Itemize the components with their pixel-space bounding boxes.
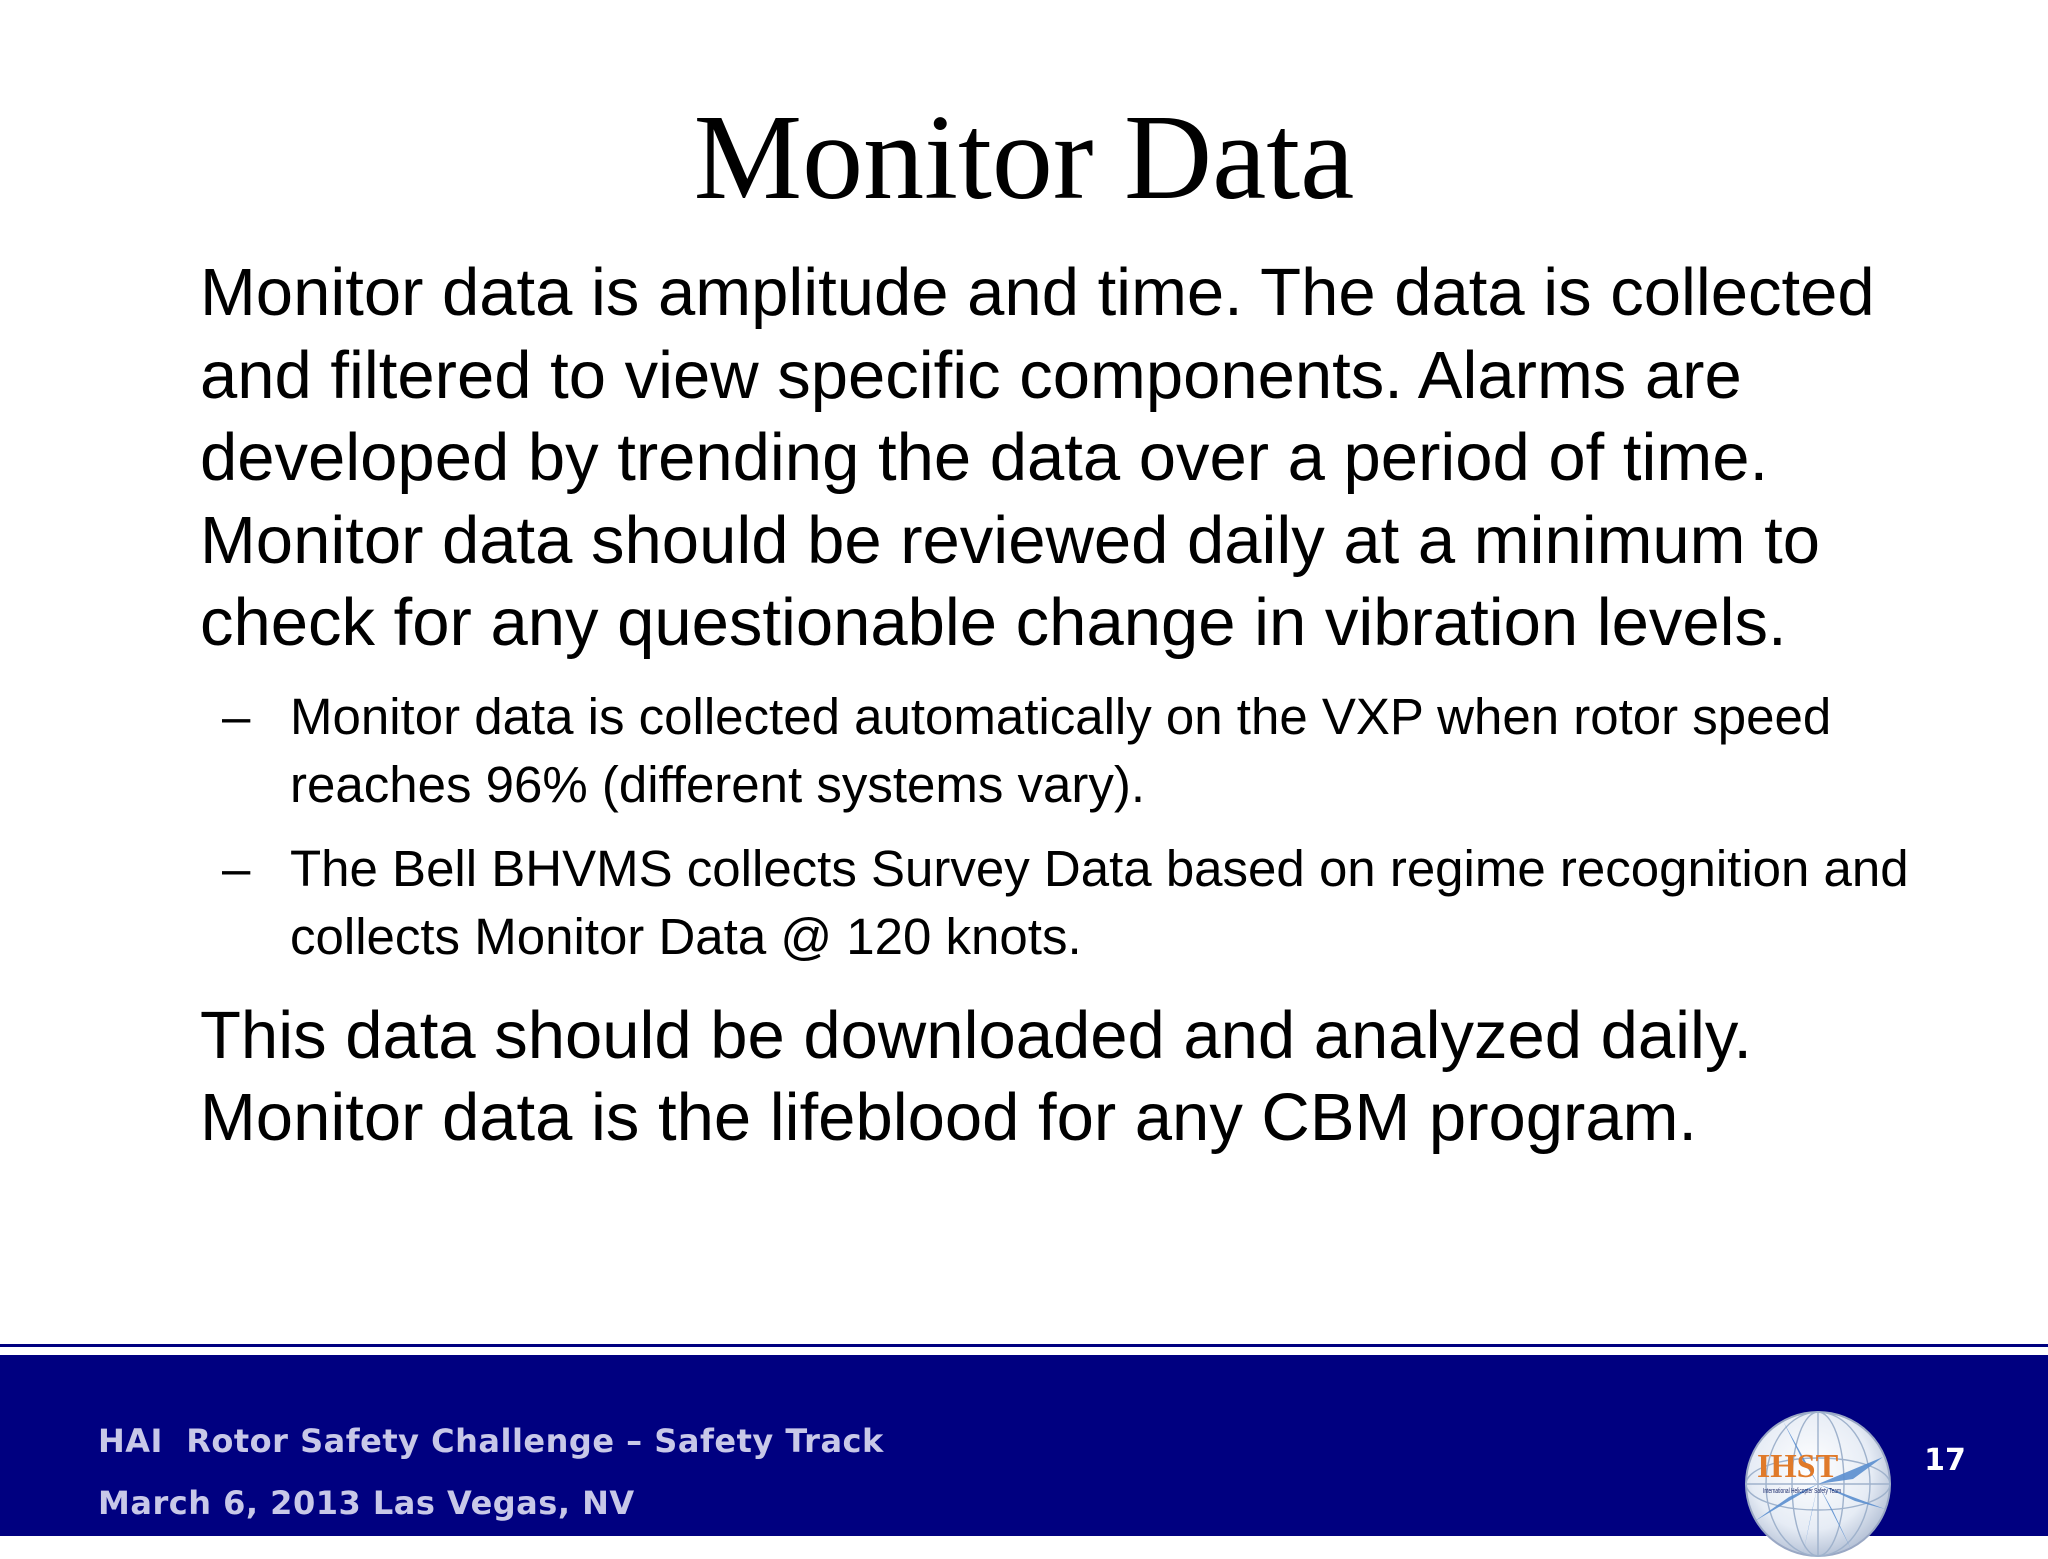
page-number: 17 — [1924, 1443, 1966, 1478]
body-paragraph-2: This data should be downloaded and analyzed daily. Monitor data is the lifeblood for any CBM program. — [200, 997, 1753, 1155]
footer-divider — [0, 1344, 2048, 1347]
sub-bullet-text: The Bell BHVMS collects Survey Data based on regime recognition and collects Monitor Data @ 120 knots. — [290, 839, 1909, 965]
sub-bullet-text: Monitor data is collected automatically on the VXP when rotor speed reaches 96% (different systems vary). — [290, 687, 1832, 813]
footer-date-location: March 6, 2013 Las Vegas, NV — [98, 1484, 635, 1522]
footer-event-title: HAI Rotor Safety Challenge – Safety Track — [98, 1422, 884, 1460]
body-paragraph-1: Monitor data is amplitude and time. The data is collected and filtered to view specific components. Alarms are developed by trending the data over a period of time. Monitor data should be reviewed daily at a minimum to check for any questionable change in vibration levels. — [200, 255, 1875, 660]
footer-bar — [0, 1355, 2048, 1536]
logo-subtext: International Helicopter Safety Team — [1763, 1488, 1842, 1495]
slide-body — [200, 252, 1920, 1160]
sub-bullet-item — [200, 835, 1920, 971]
sub-bullet-item — [200, 683, 1920, 819]
dash-bullet-icon: – — [222, 839, 251, 897]
logo-text: IHST — [1757, 1448, 1839, 1485]
dash-bullet-icon: – — [222, 687, 251, 745]
ihst-logo-icon — [1743, 1409, 1893, 1559]
slide-title: Monitor Data — [693, 90, 1355, 225]
sub-bullet-list — [200, 683, 1920, 971]
